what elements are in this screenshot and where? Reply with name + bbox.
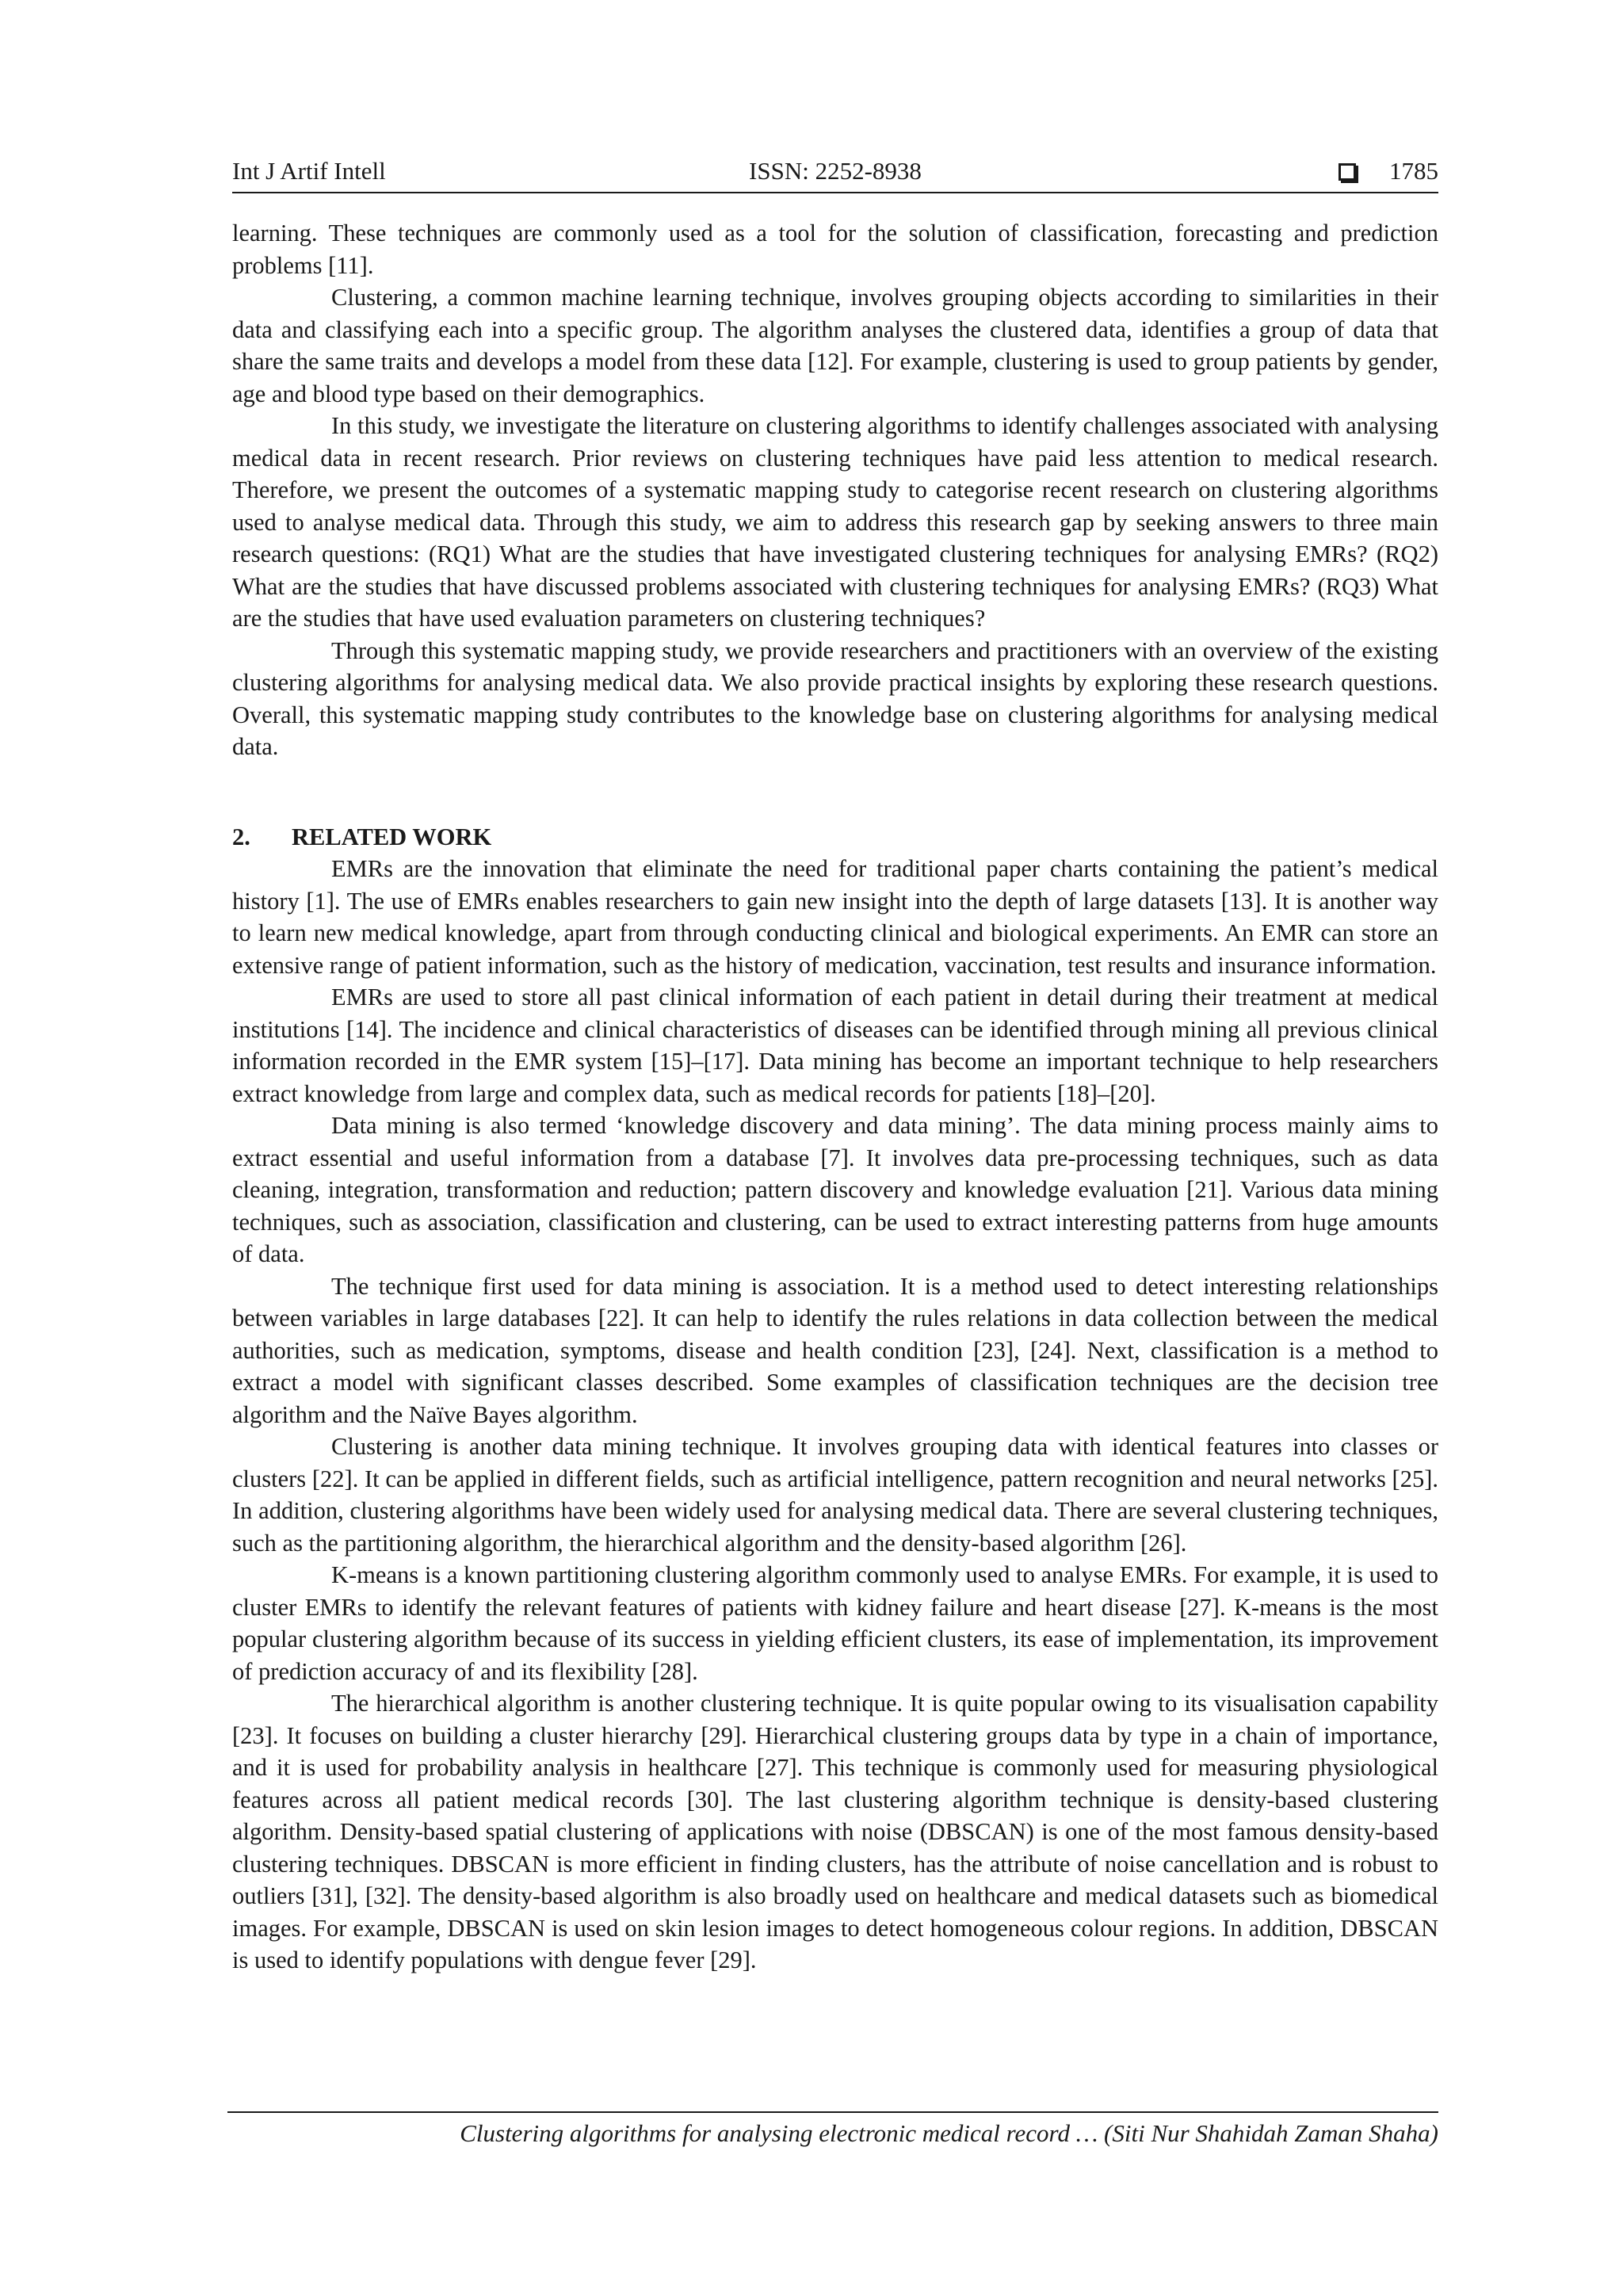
box-icon <box>1338 163 1356 181</box>
paragraph: learning. These techniques are commonly used as a tool for the solution of classification, forecasting and prediction problems [11]. <box>232 220 1438 279</box>
paragraph: EMRs are the innovation that eliminate the need for traditional paper charts containing the patient’s medical history [1]. The use of EMRs enables researchers to gain new insight into the depth of large datasets [13]. It is another way to learn new medical knowledge, apart from through conducting clinical and biological experiments. An EMR can store an extensive range of patient information, such as the history of medication, vaccination, test results and insurance information. <box>232 855 1438 979</box>
paragraph: The hierarchical algorithm is another clustering technique. It is quite popular owing to its visualisation capability [23]. It focuses on building a cluster hierarchy [29]. Hierarchical clustering groups data by type in a chain of importance, and it is used for probability analysis in healthcare [27]. This technique is commonly used for measuring physiological features across all patient medical records [30]. The last clustering algorithm technique is density-based clustering algorithm. Density-based spatial clustering of applications with noise (DBSCAN) is one of the most famous density-based clustering techniques. DBSCAN is more efficient in finding clusters, has the attribute of noise cancellation and is robust to outliers [31], [32]. The density-based algorithm is also broadly used on healthcare and medical datasets such as biomedical images. For example, DBSCAN is used on skin lesion images to detect homogeneous colour regions. In addition, DBSCAN is used to identify populations with dengue fever [29]. <box>232 1690 1438 1973</box>
page-header <box>232 155 1438 193</box>
body-text <box>232 217 1438 1977</box>
paragraph: EMRs are used to store all past clinical information of each patient in detail during their treatment at medical institutions [14]. The incidence and clinical characteristics of diseases can be identified through mining all previous clinical information recorded in the EMR system [15]–[17]. Data mining has become an important technique to help researchers extract knowledge from large and complex data, such as medical records for patients [18]–[20]. <box>232 984 1438 1107</box>
issn: ISSN: 2252-8938 <box>749 157 922 185</box>
paragraph: Data mining is also termed ‘knowledge discovery and data mining’. The data mining process mainly aims to extract essential and useful information from a database [7]. It involves data pre-processing techniques, such as data cleaning, integration, transformation and reduction; pattern discovery and knowledge evaluation [21]. Various data mining techniques, such as association, classification and clustering, can be used to extract interesting patterns from huge amounts of data. <box>232 1112 1438 1267</box>
running-title: Clustering algorithms for analysing electronic medical record … (Siti Nur Shahidah Zaman Shaha) <box>460 2119 1438 2147</box>
page-number: 1785 <box>1389 157 1438 185</box>
footer-rule <box>227 2111 1438 2113</box>
paragraph: The technique first used for data mining is association. It is a method used to detect interesting relationships between variables in large databases [22]. It can help to identify the rules relations in data collection between the medical authorities, such as medication, symptoms, disease and health condition [23], [24]. Next, classification is a method to extract a model with significant classes described. Some examples of classification techniques are the decision tree algorithm and the Naïve Bayes algorithm. <box>232 1272 1438 1428</box>
section-number: 2. <box>232 823 250 850</box>
paragraph: Clustering is another data mining technique. It involves grouping data with identical features into classes or clusters [22]. It can be applied in different fields, such as artificial intelligence, pattern recognition and neural networks [25]. In addition, clustering algorithms have been widely used for analysing medical data. There are several clustering techniques, such as the partitioning algorithm, the hierarchical algorithm and the density-based algorithm [26]. <box>232 1433 1438 1557</box>
paragraph: In this study, we investigate the literature on clustering algorithms to identify challenges associated with analysing medical data in recent research. Prior reviews on clustering techniques have paid less attention to medical research. Therefore, we present the outcomes of a systematic mapping study to categorise recent research on clustering algorithms used to analyse medical data. Through this study, we aim to address this research gap by seeking answers to three main research questions: (RQ1) What are the studies that have investigated clustering techniques for analysing EMRs? (RQ2) What are the studies that have discussed problems associated with clustering techniques for analysing EMRs? (RQ3) What are the studies that have used evaluation parameters on clustering techniques? <box>232 412 1438 632</box>
journal-name: Int J Artif Intell <box>232 157 386 185</box>
page-number-group <box>1338 155 1438 187</box>
paragraph: Through this systematic mapping study, we provide researchers and practitioners with an overview of the existing clustering algorithms for analysing medical data. We also provide practical insights by exploring these research questions. Overall, this systematic mapping study contributes to the knowledge base on clustering algorithms for analysing medical data. <box>232 636 1438 760</box>
paragraph: K-means is a known partitioning clustering algorithm commonly used to analyse EMRs. For example, it is used to cluster EMRs to identify the relevant features of patients with kidney failure and heart disease [27]. K-means is the most popular clustering algorithm because of its success in yielding efficient clusters, its ease of implementation, its improvement of prediction accuracy of and its flexibility [28]. <box>232 1561 1438 1685</box>
section-heading <box>232 821 1438 854</box>
section-title: RELATED WORK <box>292 823 492 850</box>
paper-page <box>232 0 1438 2296</box>
paragraph: Clustering, a common machine learning technique, involves grouping objects according to similarities in their data and classifying each into a specific group. The algorithm analyses the clustered data, identifies a group of data that share the same traits and develops a model from these data [12]. For example, clustering is used to group patients by gender, age and blood type based on their demographics. <box>232 284 1438 407</box>
